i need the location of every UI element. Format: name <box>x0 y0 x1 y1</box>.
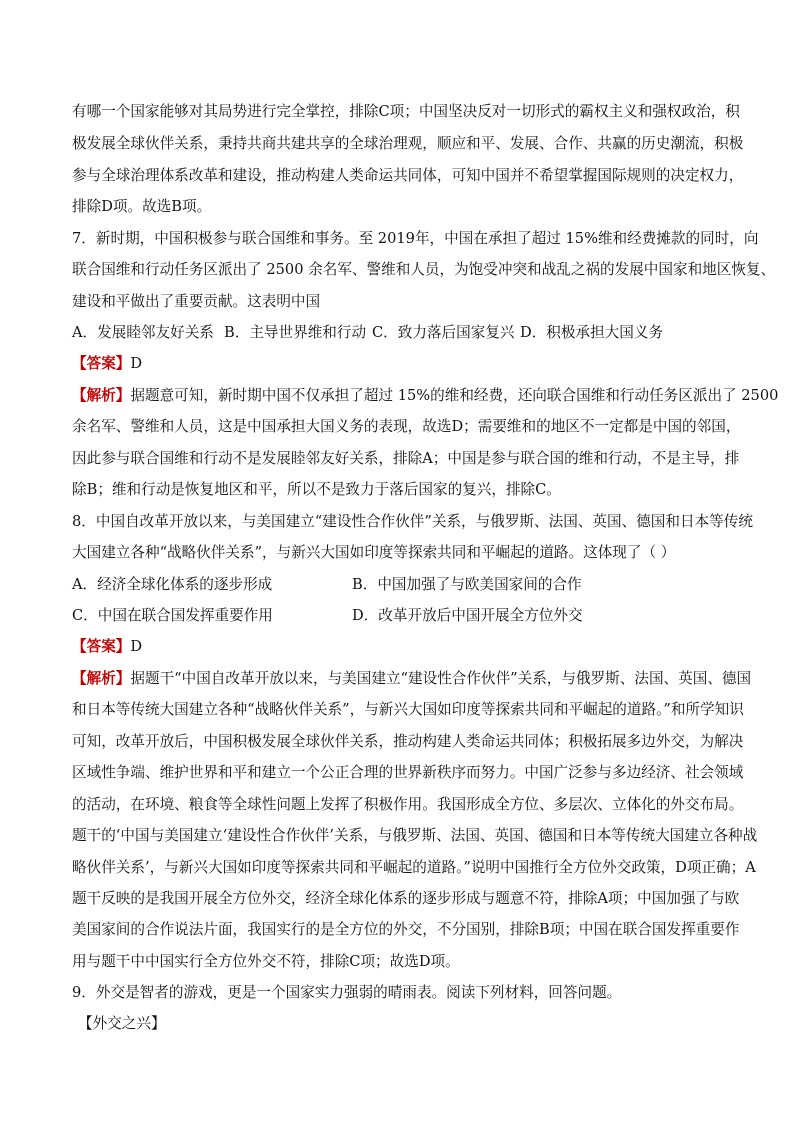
q8-analysis-text: 据题干“中国自改革开放以来，与美国建立“建设性合作伙伴”关系，与俄罗斯、法国、英国、德国 <box>130 670 752 687</box>
continuation-line: 极发展全球伙伴关系，秉持共商共建共享的全球治理观，顺应和平、发展、合作、共赢的历史潮流，积极 <box>72 135 744 152</box>
q7-stem-line: 建设和平做出了重要贡献。这表明中国 <box>72 293 321 310</box>
q8-analysis-line: 可知，改革开放后，中国积极发展全球伙伴关系，推动构建人类命运共同体；积极拓展多边外交，为解决 <box>72 733 744 750</box>
q7-option-c: C．致力落后国家复兴 <box>372 324 515 341</box>
q8-stem-line: 大国建立各种“战略伙伴关系”，与新兴大国如印度等探索共同和平崛起的道路。这体现了（ ） <box>72 544 676 561</box>
answer-tag: 【答案】 <box>72 638 131 655</box>
q8-analysis-line: 的活动，在环境、粮食等全球性问题上发挥了积极作用。我国形成全方位、多层次、立体化的外交布局。 <box>72 796 744 813</box>
q7-analysis-line: 除B；维和行动是恢复地区和平，所以不是致力于落后国家的复兴，排除C。 <box>72 481 561 498</box>
q8-option-d: D．改革开放后中国开展全方位外交 <box>352 607 583 624</box>
q8-option-a: A．经济全球化体系的逐步形成 <box>72 576 273 593</box>
q8-analysis-line: 略伙伴关系’，与新兴大国如印度等探索共同和平崛起的道路。”说明中国推行全方位外交政策，D项正确；A <box>72 859 756 876</box>
q7-analysis-text: 据题意可知，新时期中国不仅承担了超过 15%的维和经费，还向联合国维和行动任务区派出了 2500 <box>130 387 779 404</box>
q8-option-c: C．中国在联合国发挥重要作用 <box>72 607 273 624</box>
q8-answer <box>72 637 722 657</box>
q9-material-heading: 【外交之兴】 <box>78 1015 166 1032</box>
q8-analysis-line: 题干的‘中国与美国建立‘建设性合作伙伴’关系，与俄罗斯、法国、英国、德国和日本等传统大国建立各种战 <box>72 827 758 844</box>
q7-option-d: D．积极承担大国义务 <box>520 324 664 341</box>
q7-answer-value: D <box>130 355 143 372</box>
analysis-tag: 【解析】 <box>72 387 131 404</box>
q7-stem-line: 7．新时期，中国积极参与联合国维和事务。至 2019年，中国在承担了超过 15%维和经费摊款的同时，向 <box>72 230 759 247</box>
q7-option-b: B．主导世界维和行动 <box>224 324 367 341</box>
q8-answer-value: D <box>130 638 143 655</box>
q8-stem-line: 8．中国自改革开放以来，与美国建立“建设性合作伙伴”关系，与俄罗斯、法国、英国、德国和日本等传统 <box>72 513 753 530</box>
q7-analysis-line <box>72 386 779 406</box>
q8-analysis-line <box>72 669 752 689</box>
q8-analysis-line: 用与题干中中国实行全方位外交不符，排除C项；故选D项。 <box>72 953 460 970</box>
answer-tag: 【答案】 <box>72 355 131 372</box>
continuation-line: 排除D项。故选B项。 <box>72 198 212 215</box>
q9-stem: 9．外交是智者的游戏，更是一个国家实力强弱的晴雨表。阅读下列材料，回答问题。 <box>72 984 622 1001</box>
continuation-line: 参与全球治理体系改革和建设，推动构建人类命运共同体，可知中国并不希望掌握国际规则的决定权力， <box>72 167 744 184</box>
q7-analysis-line: 余名军、警维和人员，这是中国承担大国义务的表现，故选D；需要维和的地区不一定都是中国的邻国， <box>72 418 741 435</box>
q8-option-b: B．中国加强了与欧美国家间的合作 <box>352 576 582 593</box>
continuation-line: 有哪一个国家能够对其局势进行完全掌控，排除C项；中国坚决反对一切形式的霸权主义和强权政治，积 <box>72 103 740 120</box>
q7-stem-line: 联合国维和行动任务区派出了 2500 余名军、警维和人员，为饱受冲突和战乱之祸的发展中国家和地区恢复、 <box>72 261 776 278</box>
q8-analysis-line: 区域性争端、维护世界和平和建立一个公正合理的世界新秩序而努力。中国广泛参与多边经济、社会领域 <box>72 764 744 781</box>
q8-analysis-line: 题干反映的是我国开展全方位外交，经济全球化体系的逐步形成与题意不符，排除A项；中国加强了与欧 <box>72 890 740 907</box>
q8-analysis-line: 和日本等传统大国建立各种“战略伙伴关系”，与新兴大国如印度等探索共同和平崛起的道路。”和所学知识 <box>72 701 744 718</box>
q7-analysis-line: 因此参与联合国维和行动不是发展睦邻友好关系，排除A；中国是参与联合国的维和行动，不是主导，排 <box>72 450 740 467</box>
q8-analysis-line: 美国家间的合作说法片面，我国实行的是全方位的外交，不分国别，排除B项；中国在联合国发挥重要作 <box>72 921 740 938</box>
analysis-tag: 【解析】 <box>72 670 131 687</box>
q7-answer <box>72 354 722 374</box>
q7-option-a: A．发展睦邻友好关系 <box>72 324 214 341</box>
